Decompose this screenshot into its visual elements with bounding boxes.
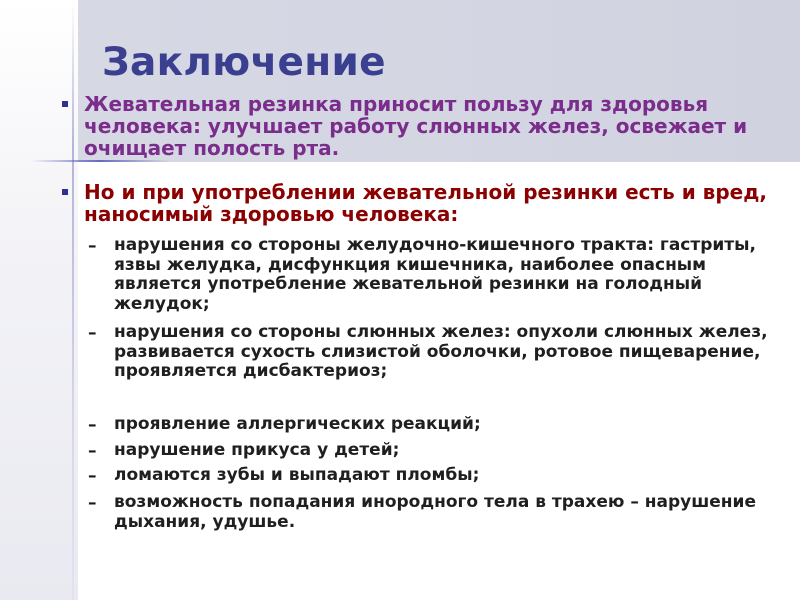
sub-item-5 xyxy=(88,466,778,486)
dash-marker: – xyxy=(88,441,97,461)
sub-item-text: проявление аллергических реакций; xyxy=(114,414,481,434)
left-background-panel xyxy=(0,0,78,600)
bullet-marker-1 xyxy=(62,101,68,107)
sub-item-1 xyxy=(88,236,778,314)
bullet-text-1: Жевательная резинка приносит пользу для здоровья человека: улучшает работу слюнных желез, освежает и очищает полость рта. xyxy=(84,92,748,160)
sub-item-text: возможность попадания инородного тела в трахею – нарушение дыхания, удушье. xyxy=(114,492,756,532)
dash-marker: – xyxy=(88,466,97,486)
sub-item-3 xyxy=(88,415,778,435)
bullet-marker-2 xyxy=(62,189,68,195)
dash-marker: – xyxy=(88,236,97,256)
sub-item-text: нарушение прикуса у детей; xyxy=(114,440,400,460)
horizontal-accent-line xyxy=(30,160,170,162)
sub-item-6 xyxy=(88,493,778,532)
sub-item-2 xyxy=(88,323,778,382)
sub-item-text: нарушения со стороны слюнных желез: опухоли слюнных желез, развивается сухость слизистой оболочки, ротовое пищеварение, проявляется дисбактериоз; xyxy=(114,322,768,381)
dash-marker: – xyxy=(88,493,97,513)
sub-item-4 xyxy=(88,441,778,461)
slide-title: Заключение xyxy=(102,40,386,85)
dash-marker: – xyxy=(88,323,97,343)
bullet-text-2: Но и при употреблении жевательной резинки есть и вред, наносимый здоровью человека: xyxy=(84,180,767,226)
sub-item-text: нарушения со стороны желудочно-кишечного тракта: гастриты, язвы желудка, дисфункция кишечника, наиболее опасным является употребление жевательной резинки на голодный желудок; xyxy=(114,235,756,314)
sub-item-text: ломаются зубы и выпадают пломбы; xyxy=(114,465,480,485)
dash-marker: – xyxy=(88,415,97,435)
vertical-accent-line xyxy=(72,0,74,600)
